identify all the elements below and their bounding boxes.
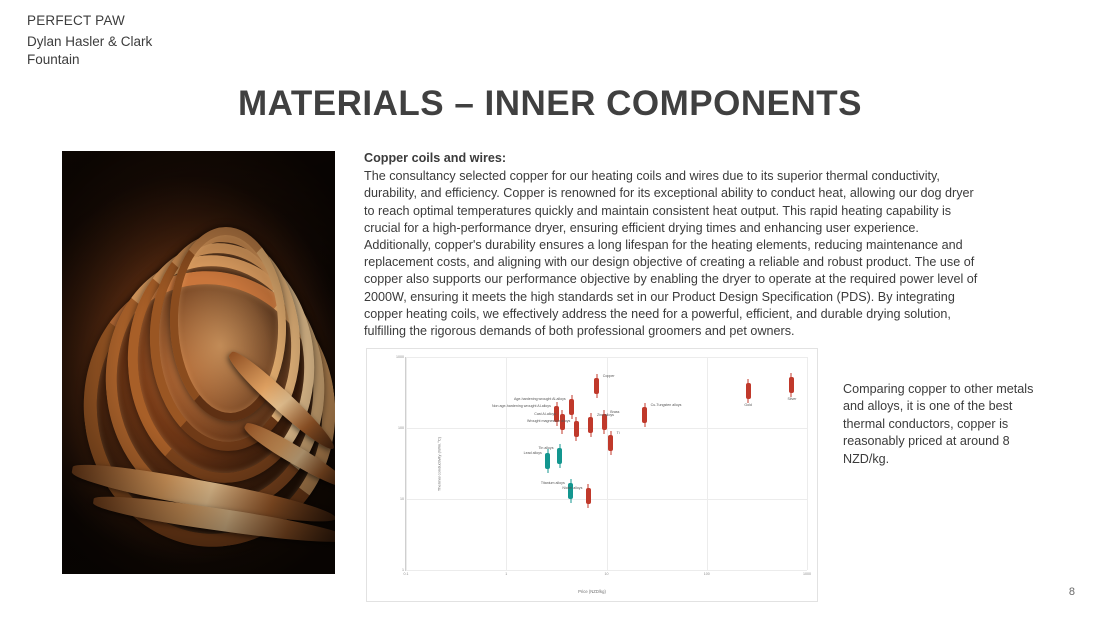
chart-data-point-whisker [559,444,560,468]
chart-data-point [594,378,599,394]
chart-data-point [588,417,593,433]
chart-caption: Comparing copper to other metals and alloys, it is one of the best thermal conductors, copper is reasonably priced at around 8 NZD/kg. [843,382,1034,466]
chart-data-point [586,488,591,504]
chart-data-point [608,435,613,451]
chart-y-tick-label: 1 [402,568,404,572]
body-copy [364,150,985,340]
chart-point-label: Cast Al-alloys [534,412,557,417]
chart-data-point [545,453,550,469]
chart-data-point-whisker [748,379,749,403]
chart-y-tick-label: 10 [400,497,404,501]
chart-data-point-whisker [588,484,589,508]
slide-header [27,11,327,69]
chart-data-point-whisker [590,413,591,437]
chart-data-point-whisker [571,395,572,419]
chart-point-label: Copper [602,374,615,379]
chart-plot-area [396,355,811,576]
chart-data-point-whisker [576,417,577,441]
brand-name: PERFECT PAW [27,13,125,28]
chart-gridline-horizontal [406,357,807,358]
chart-point-label: Age-hardening wrought Al-alloys [513,396,566,401]
chart-point-label: Silver [787,397,797,402]
chart-data-point-whisker [596,374,597,398]
copper-coil-photo [62,151,335,574]
chart-x-tick-label: 100 [703,572,710,576]
chart-x-tick-label: 1000 [803,572,811,576]
chart-x-tick-label: 1 [505,572,508,576]
chart-data-point [642,407,647,423]
chart-y-axis-label: Thermal conductivity (W/m.°C) [436,436,442,491]
chart-point-label: Nickel alloys [562,486,583,491]
chart-y-tick-label: 100 [398,426,404,430]
thermal-conductivity-vs-price-chart [366,348,818,602]
chart-point-label: Titanium alloys [540,480,565,485]
page-title: MATERIALS – INNER COMPONENTS [238,84,862,123]
body-paragraph: The consultancy selected copper for our heating coils and wires due to its superior thermal conductivity, durability, and efficiency. Copper is renowned for its exceptional ability to conduct heat, allowing our dog dryer to reach optimal temperatures quickly and maintain consistent heat output. This rapid heating capability is crucial for a high-performance dryer, ensuring efficient drying times and enhancing user experience. Additionally, copper's durability ensures a long lifespan for the heating elements, reducing maintenance and replacement costs, and aligning with our design objective of creating a reliable and robust product. The use of copper also supports our performance objective by enabling the dryer to operate at the required power level of 2000W, ensuring it meets the high standards set in our Product Design Specification (PDS). By integrating copper heating coils, we effectively address the need for a powerful, efficient, and durable drying solution, fulfilling the rigorous demands of both professional groomers and pet owners. [364,169,978,339]
chart-data-point [789,377,794,393]
chart-data-point-whisker [610,431,611,455]
chart-point-label: Non age-hardening wrought Al-alloys [491,403,551,408]
chart-y-tick-label: 1000 [396,355,404,359]
body-heading: Copper coils and wires: [364,151,507,165]
chart-gridline-vertical [406,357,407,570]
chart-point-label: Lead alloys [523,451,542,456]
chart-gridline-vertical [807,357,808,570]
chart-point-label: Tin alloys [538,446,554,451]
chart-gridline-horizontal [406,570,807,571]
chart-data-point [569,399,574,415]
chart-gridline-vertical [607,357,608,570]
chart-point-label: Wrought magnesium alloys [527,419,571,424]
chart-data-point-whisker [570,479,571,503]
chart-data-point [574,421,579,437]
chart-data-point [557,448,562,464]
chart-data-point-whisker [547,449,548,473]
chart-data-point [746,383,751,399]
author-names: Dylan Hasler & Clark Fountain [27,34,153,67]
chart-x-tick-label: 10 [604,572,609,576]
chart-data-point-whisker [791,373,792,397]
chart-point-label: Zinc alloys [596,413,614,418]
chart-gridline-vertical [506,357,507,570]
photo-vignette [62,151,335,574]
chart-point-label: Cu-Tungsten alloys [650,403,682,408]
chart-x-axis-label: Price (NZD/kg) [578,589,606,594]
page-number: 8 [1068,586,1075,598]
chart-gridline-horizontal [406,499,807,500]
chart-gridline-vertical [707,357,708,570]
chart-point-label: Brass [610,410,620,415]
chart-point-label: Ti [616,430,620,435]
chart-point-label: Gold [744,403,752,408]
chart-x-tick-label: 0.1 [403,572,409,576]
chart-data-point-whisker [644,403,645,427]
